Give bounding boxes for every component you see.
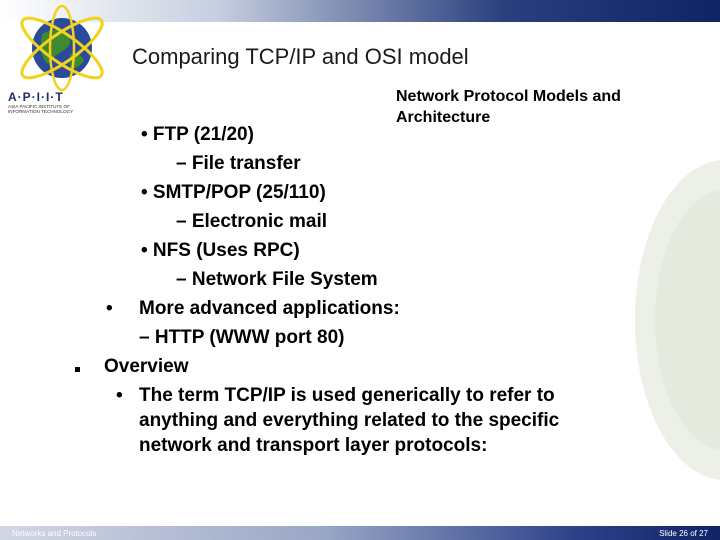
ftp-description: – File transfer (176, 153, 301, 174)
footer-course-name: Networks and Protocols (12, 529, 97, 538)
smtp-description: – Electronic mail (176, 211, 328, 232)
footer-slide-number: Slide 26 of 27 (659, 529, 708, 538)
decorative-globe-watermark (630, 150, 720, 490)
term-line-1: The term TCP/IP is used generically to refer to (139, 385, 555, 406)
advanced-applications-item: More advanced applications: (139, 298, 400, 319)
term-line-3: network and transport layer protocols: (139, 435, 488, 456)
bottom-banner (0, 526, 720, 540)
term-line-2: anything and everything related to the specific (139, 410, 560, 431)
overview-bullet (75, 367, 80, 372)
nfs-item: • NFS (Uses RPC) (141, 240, 300, 261)
logo-wordmark: A·P·I·I·T (8, 90, 64, 104)
advanced-bullet: • (106, 298, 113, 319)
smtp-item: • SMTP/POP (25/110) (141, 182, 326, 203)
nfs-description: – Network File System (176, 269, 378, 290)
ftp-item: • FTP (21/20) (141, 124, 254, 145)
term-bullet: • (116, 385, 123, 406)
slide-subtitle: Network Protocol Models and Architecture (396, 88, 621, 126)
overview-heading: Overview (104, 356, 189, 377)
http-item: – HTTP (WWW port 80) (139, 327, 345, 348)
logo-subtitle-line2: INFORMATION TECHNOLOGY (8, 109, 74, 114)
logo-subtitle (8, 104, 118, 114)
slide-title: Comparing TCP/IP and OSI model (132, 44, 469, 69)
logo-subtitle-line1: ASIA PACIFIC INSTITUTE OF (8, 104, 70, 109)
